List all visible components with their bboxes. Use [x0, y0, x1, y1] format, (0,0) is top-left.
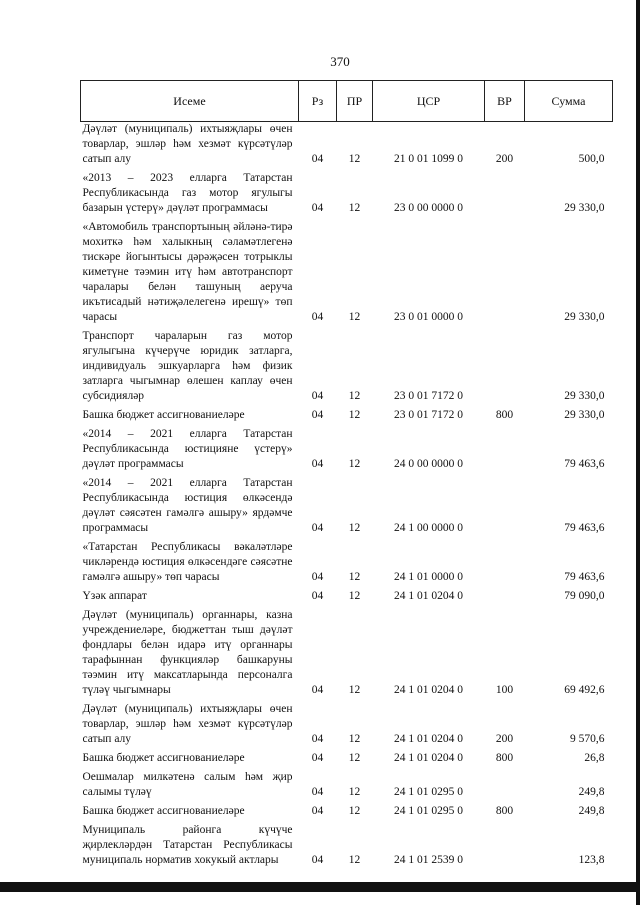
cell-vr: 800: [495, 805, 514, 817]
cell-pr: 12: [348, 153, 361, 165]
table-row: [81, 220, 613, 329]
cell-vr: [485, 329, 525, 408]
cell-csr: 24 1 01 0204 0: [394, 684, 463, 696]
cell-pr: 12: [348, 854, 361, 866]
scan-right-edge: [636, 0, 640, 905]
cell-rz: 04: [311, 153, 324, 165]
cell-sum: 9 570,6: [570, 733, 605, 745]
cell-csr: 24 1 01 0295 0: [394, 786, 463, 798]
cell-pr: 12: [348, 409, 361, 421]
table-row: [81, 476, 613, 540]
table-header-row: [81, 81, 613, 122]
cell-rz: 04: [311, 390, 324, 402]
header-vr: ВР: [485, 81, 525, 122]
cell-csr: 23 0 01 7172 0: [394, 409, 463, 421]
cell-sum: 79 090,0: [564, 590, 605, 602]
cell-sum: 79 463,6: [564, 522, 605, 534]
cell-pr: 12: [348, 752, 361, 764]
cell-sum: 249,8: [578, 786, 605, 798]
table-row: [81, 408, 613, 427]
table-row: [81, 427, 613, 476]
scan-bottom-bar: [0, 882, 640, 892]
cell-name: Башка бюджет ассигнованиеләре: [82, 752, 245, 764]
table-row: [81, 122, 613, 172]
cell-pr: 12: [348, 805, 361, 817]
cell-sum: 500,0: [578, 153, 605, 165]
cell-name: «Автомобиль транспортының әйләнә-тирә мохиткә һәм халыкның сәламәтлегенә тискәре йогынтысы дәрәҗәсен тотрыклы киметүне тәэмин итү һәм автотранспорт чаралары белән ташуның аеруча икътисадый нәтиҗәлелегенә ирешү» төп чарасы: [82, 221, 293, 323]
table-row: [81, 329, 613, 408]
cell-pr: 12: [348, 311, 361, 323]
cell-csr: 24 1 00 0000 0: [394, 522, 463, 534]
table-row: [81, 171, 613, 220]
cell-pr: 12: [348, 458, 361, 470]
cell-sum: 29 330,0: [564, 390, 605, 402]
cell-csr: 23 0 00 0000 0: [394, 202, 463, 214]
cell-csr: 24 1 01 0295 0: [394, 805, 463, 817]
cell-csr: 23 0 01 0000 0: [394, 311, 463, 323]
cell-vr: [485, 476, 525, 540]
cell-csr: 24 1 01 2539 0: [394, 854, 463, 866]
cell-rz: 04: [311, 684, 324, 696]
cell-pr: 12: [348, 684, 361, 696]
cell-csr: 24 0 00 0000 0: [394, 458, 463, 470]
cell-rz: 04: [311, 409, 324, 421]
cell-name: «2013 – 2023 елларга Татарстан Республикасында газ мотор ягулыгы базарын үстерү» дәүләт программасы: [82, 172, 293, 214]
cell-rz: 04: [311, 805, 324, 817]
cell-pr: 12: [348, 202, 361, 214]
cell-pr: 12: [348, 522, 361, 534]
cell-pr: 12: [348, 390, 361, 402]
cell-vr: [485, 171, 525, 220]
cell-csr: 23 0 01 7172 0: [394, 390, 463, 402]
cell-sum: 26,8: [584, 752, 605, 764]
cell-sum: 29 330,0: [564, 311, 605, 323]
cell-name: Транспорт чараларын газ мотор ягулыгына күчерүче юридик затларга, индивидуаль эшкуарларга һәм физик затларга чыгымнар өлешен каплау өчен субсидияләр: [82, 330, 293, 402]
cell-sum: 29 330,0: [564, 409, 605, 421]
cell-pr: 12: [348, 733, 361, 745]
table-row: [81, 702, 613, 751]
cell-name: «2014 – 2021 елларга Татарстан Республикасында юстиция өлкәсендә дәүләт сәясәтен гамәлгә ашыру» ярдәмче программасы: [82, 477, 293, 534]
cell-sum: 79 463,6: [564, 571, 605, 583]
cell-rz: 04: [311, 458, 324, 470]
cell-vr: 200: [495, 153, 514, 165]
cell-pr: 12: [348, 571, 361, 583]
table-row: [81, 804, 613, 823]
cell-name: Муниципаль районга күчүче җирлекләрдән Татарстан Республикасы муниципаль норматив хокукый актлары: [82, 824, 293, 866]
cell-name: Башка бюджет ассигнованиеләре: [82, 805, 245, 817]
table-body: [81, 122, 613, 873]
cell-csr: 24 1 01 0204 0: [394, 752, 463, 764]
header-rz: Рз: [299, 81, 337, 122]
cell-sum: 79 463,6: [564, 458, 605, 470]
cell-pr: 12: [348, 590, 361, 602]
cell-name: Дәүләт (муниципаль) ихтыяҗлары өчен товарлар, эшләр һәм хезмәт күрсәтүләр сатып алу: [82, 703, 293, 745]
cell-name: Дәүләт (муниципаль) ихтыяҗлары өчен товарлар, эшләр һәм хезмәт күрсәтүләр сатып алу: [82, 123, 293, 165]
cell-sum: 69 492,6: [564, 684, 605, 696]
cell-csr: 24 1 01 0204 0: [394, 590, 463, 602]
table-row: [81, 770, 613, 804]
header-csr: ЦСР: [373, 81, 485, 122]
table-row: [81, 608, 613, 702]
cell-vr: [485, 589, 525, 608]
cell-rz: 04: [311, 752, 324, 764]
header-sum: Сумма: [525, 81, 613, 122]
cell-vr: 200: [495, 733, 514, 745]
header-pr: ПР: [337, 81, 373, 122]
cell-csr: 24 1 01 0000 0: [394, 571, 463, 583]
table-row: [81, 751, 613, 770]
cell-rz: 04: [311, 311, 324, 323]
cell-rz: 04: [311, 590, 324, 602]
table-row: [81, 540, 613, 589]
cell-vr: 800: [495, 752, 514, 764]
page-number: 370: [330, 54, 350, 69]
cell-csr: 24 1 01 0204 0: [394, 733, 463, 745]
table-row: [81, 589, 613, 608]
cell-name: «Татарстан Республикасы вәкаләтләре чикләрендә юстиция өлкәсендәге сәясәтне гамәлгә ашыру» төп чарасы: [82, 541, 293, 583]
cell-sum: 123,8: [578, 854, 605, 866]
cell-sum: 249,8: [578, 805, 605, 817]
cell-rz: 04: [311, 733, 324, 745]
cell-rz: 04: [311, 786, 324, 798]
cell-rz: 04: [311, 202, 324, 214]
cell-vr: [485, 427, 525, 476]
cell-name: Оешмалар милкәтенә салым һәм җир салымы түләү: [82, 771, 293, 798]
cell-rz: 04: [311, 522, 324, 534]
cell-name: Дәүләт (муниципаль) органнары, казна учреждениеләре, бюджеттан тыш дәүләт фондлары белән идарә итү органнары тарафыннан функцияләр башкаруны тәэмин итү максатларында персоналга түләү чыгымнары: [82, 609, 293, 696]
cell-rz: 04: [311, 571, 324, 583]
cell-vr: [485, 220, 525, 329]
cell-vr: [485, 823, 525, 872]
cell-sum: 29 330,0: [564, 202, 605, 214]
header-name: Исеме: [81, 81, 299, 122]
cell-name: Башка бюджет ассигнованиеләре: [82, 409, 245, 421]
table-row: [81, 823, 613, 872]
cell-name: «2014 – 2021 елларга Татарстан Республикасында юстицияне үстерү» дәүләт программасы: [82, 428, 293, 470]
cell-rz: 04: [311, 854, 324, 866]
cell-vr: 800: [495, 409, 514, 421]
cell-vr: [485, 770, 525, 804]
cell-csr: 21 0 01 1099 0: [394, 153, 463, 165]
cell-vr: 100: [495, 684, 514, 696]
cell-pr: 12: [348, 786, 361, 798]
cell-vr: [485, 540, 525, 589]
cell-name: Үзәк аппарат: [82, 590, 147, 602]
budget-table: [80, 80, 612, 872]
